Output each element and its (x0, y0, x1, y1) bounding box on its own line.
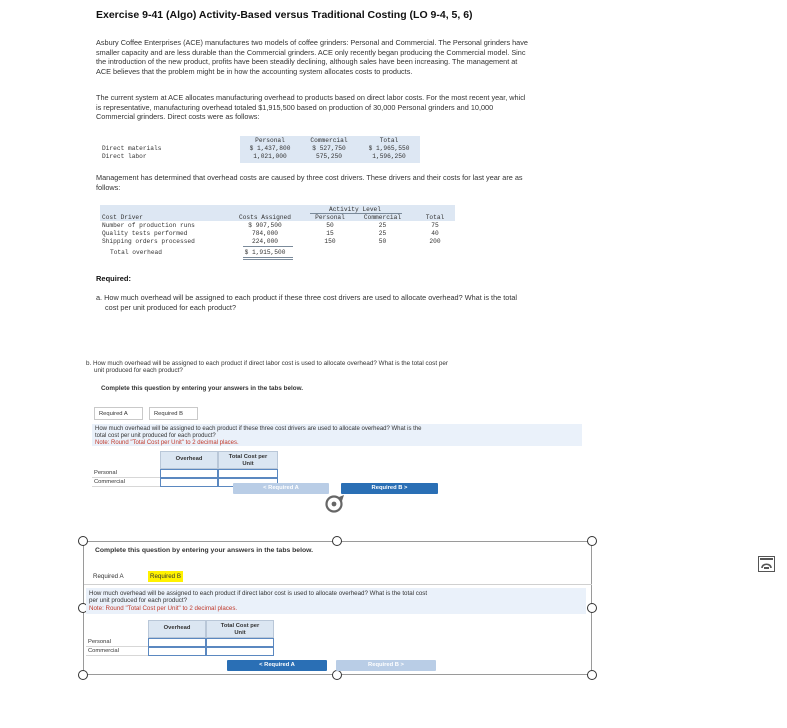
driver-commercial: 50 (378, 238, 387, 245)
panel-2-col-total-line2: Unit (234, 629, 246, 636)
panel-2-instruction: Complete this question by entering your answers in the tabs below. (95, 547, 314, 554)
panel-2-note: Note: Round "Total Cost per Unit" to 2 decimal places. (89, 604, 238, 612)
layout-options-icon[interactable] (758, 556, 775, 572)
materials-commercial: $ 527,750 (312, 145, 346, 152)
panel-2-row-personal: Personal (86, 638, 148, 647)
intro-line: the introduction of the new product, profits have been steadily declining, although sales have been increasing. The management at (96, 57, 518, 67)
panel-2-tab-required-b[interactable]: Required B (150, 573, 181, 580)
req-a-line: cost per unit produced for each product? (105, 302, 237, 312)
panel-2-col-total (206, 620, 274, 638)
resize-handle-top-mid[interactable] (332, 536, 342, 546)
resize-handle-bottom-right[interactable] (587, 670, 597, 680)
total-overhead-label: Total overhead (110, 249, 162, 256)
panel-2-commercial-total-input[interactable] (206, 647, 274, 656)
panel-2-col-overhead (148, 620, 206, 638)
req-b-line: b. How much overhead will be assigned to each product if direct labor cost is used to allocate overhead? What is the total cost per (86, 360, 448, 367)
header-commercial: Commercial (310, 137, 348, 144)
header-personal: Personal (255, 137, 285, 144)
page-title: Exercise 9-41 (Algo) Activity-Based versus Traditional Costing (LO 9-4, 5, 6) (96, 9, 473, 21)
materials-total: $ 1,965,550 (368, 145, 410, 152)
header-cost-driver: Cost Driver (102, 214, 143, 221)
req-a-line: a. How much overhead will be assigned to each product if these three cost drivers are used to allocate overhead? What is the total (96, 293, 518, 302)
panel-2-prev-button[interactable]: < Required A (227, 660, 327, 671)
cursor-refresh-icon (321, 492, 347, 516)
panel-2-question-line: per unit produced for each product? (89, 597, 188, 605)
panel-2-tab-underline (84, 584, 592, 585)
panel-2-question (86, 588, 586, 614)
resize-handle-bottom-left[interactable] (78, 670, 88, 680)
panel-1-row-commercial: Commercial (92, 478, 160, 487)
required-b-text (86, 360, 726, 374)
header-activity-total: Total (425, 214, 445, 221)
driver-label: Quality tests performed (102, 230, 188, 237)
total-double-rule (243, 257, 293, 260)
drivers-paragraph (96, 173, 736, 192)
layout-options-glyph (759, 557, 774, 571)
driver-total: 200 (429, 238, 441, 245)
intro-paragraph (96, 38, 736, 76)
panel-1-header-blank (92, 451, 160, 469)
panel-1-question-line: total cost per unit produced for each product? (95, 433, 216, 439)
total-overhead-value: $ 1,915,500 (244, 249, 286, 256)
system-paragraph (96, 93, 736, 122)
driver-total: 75 (431, 222, 439, 229)
driver-cost: 224,000 (252, 238, 278, 245)
panel-2-personal-total-input[interactable] (206, 638, 274, 647)
driver-commercial: 25 (378, 230, 387, 237)
labor-total: 1,596,250 (372, 153, 406, 160)
cost-drivers-table (100, 205, 455, 261)
panel-2-question-line: How much overhead will be assigned to each product if direct labor cost is used to allocate overhead? What is the total cost (89, 590, 428, 597)
panel-1-col-overhead (160, 451, 218, 469)
materials-personal: $ 1,437,800 (249, 145, 291, 152)
panel-1-col-total-line1: Total Cost per (228, 454, 268, 460)
driver-personal: 15 (326, 230, 334, 237)
system-line: Commercial grinders. Direct costs were as follows: (96, 112, 260, 122)
driver-commercial: 25 (378, 222, 387, 229)
system-line: The current system at ACE allocates manufacturing overhead to products based on direct labor costs. For the most recent year, whicl (96, 93, 526, 102)
header-total: Total (379, 137, 399, 144)
panel-1-prev-button[interactable]: < Required A (233, 483, 329, 494)
panel-2-tab-required-a[interactable]: Required A (93, 573, 124, 580)
panel-1-personal-total-input[interactable] (218, 469, 278, 478)
driver-total: 40 (431, 230, 439, 237)
system-line: is representative, manufacturing overhead totaled $1,915,500 based on production of 30,000 Personal grinders and 10,000 (96, 102, 494, 112)
panel-1-question-line: How much overhead will be assigned to each product if these three cost drivers are used to allocate overhead? What is the (95, 426, 422, 432)
resize-handle-mid-right[interactable] (587, 603, 597, 613)
panel-2-row-commercial: Commercial (86, 647, 148, 656)
panel-1-next-button[interactable]: Required B > (341, 483, 438, 494)
row-label-labor: Direct labor (102, 153, 147, 160)
resize-handle-top-right[interactable] (587, 536, 597, 546)
driver-personal: 50 (326, 222, 334, 229)
direct-costs-table (100, 136, 420, 166)
panel-1-question (92, 424, 582, 446)
panel-2-personal-overhead-input[interactable] (148, 638, 206, 647)
activity-level-label: Activity Level (329, 206, 381, 213)
panel-1-tab-required-b[interactable]: Required B (149, 407, 198, 420)
resize-handle-bottom-mid[interactable] (332, 670, 342, 680)
row-label-materials: Direct materials (102, 145, 162, 152)
driver-cost: 784,000 (252, 230, 278, 237)
header-costs-assigned: Costs Assigned (239, 214, 291, 221)
driver-label: Shipping orders processed (102, 238, 195, 245)
labor-personal: 1,021,000 (253, 153, 287, 160)
driver-cost: $ 907,500 (248, 222, 282, 229)
resize-handle-top-left[interactable] (78, 536, 88, 546)
panel-1-row-personal: Personal (92, 469, 160, 478)
panel-1-col-total (218, 451, 278, 469)
intro-line: ACE believes that the problem might be in how the accounting system allocates costs to products. (96, 66, 413, 76)
req-b-line: unit produced for each product? (94, 367, 183, 375)
driver-label: Number of production runs (102, 222, 195, 229)
panel-1-personal-overhead-input[interactable] (160, 469, 218, 478)
intro-line: Asbury Coffee Enterprises (ACE) manufactures two models of coffee grinders: Personal and Commercial. The Personal grinders have (96, 38, 528, 47)
intro-line: smaller capacity and are less durable than the Commercial grinders. ACE only recently began producing the Commercial model. Sinc (96, 47, 526, 57)
total-rule (243, 246, 293, 247)
panel-2-col-overhead-label: Overhead (163, 625, 191, 631)
panel-1-col-overhead-label: Overhead (175, 456, 203, 462)
header-activity-personal: Personal (315, 214, 345, 221)
header-activity-commercial: Commercial (363, 214, 402, 221)
panel-1-instruction: Complete this question by entering your answers in the tabs below. (101, 385, 303, 392)
panel-1-commercial-overhead-input[interactable] (160, 478, 218, 487)
panel-2-commercial-overhead-input[interactable] (148, 647, 206, 656)
panel-2-next-button[interactable]: Required B > (336, 660, 436, 671)
panel-1-tab-required-a[interactable]: Required A (94, 407, 143, 420)
labor-commercial: 575,250 (316, 153, 342, 160)
panel-1-col-total-line2: Unit (242, 460, 254, 467)
panel-1-note: Note: Round "Total Cost per Unit" to 2 decimal places. (95, 440, 239, 446)
drivers-line: Management has determined that overhead costs are caused by three cost drivers. These drivers and their costs for last year are as (96, 173, 523, 182)
drivers-line: follows: (96, 182, 121, 192)
panel-2-col-total-line1: Total Cost per (220, 623, 260, 629)
required-heading: Required: (96, 274, 132, 283)
driver-personal: 150 (324, 238, 336, 245)
required-a-text (96, 293, 736, 312)
